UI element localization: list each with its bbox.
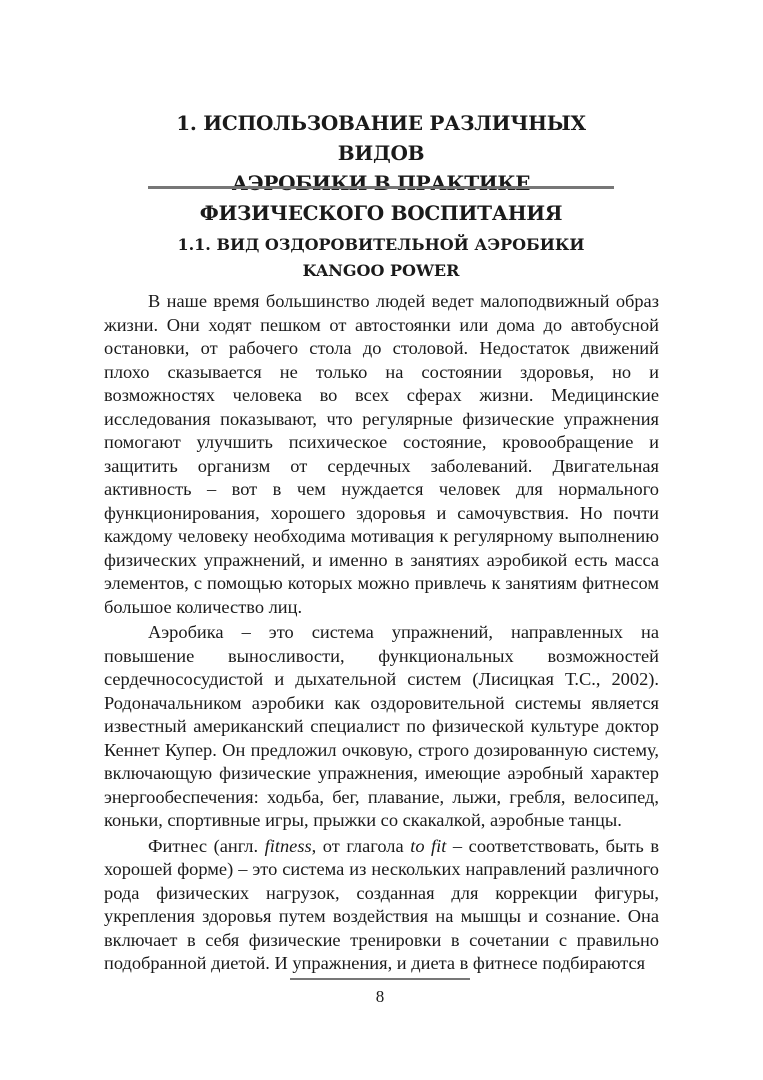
- fitness-rest-text: – соответствовать, быть в хорошей форме) – это система из нескольких направлений различного рода физических нагрузок, созданная для коррекции фигуры, укрепления здоровья путем воздействия на мышцы и сознание. Она включает в себя физические тренировки в сочетании с правильно подобранной диетой. И упражнения, и диета в фитнесе подбираются: [104, 835, 660, 973]
- section-title-line: KANGOO POWER: [302, 261, 460, 280]
- paragraph-fitness-definition: [104, 835, 659, 976]
- fitness-verb: to fit: [410, 835, 447, 856]
- section-title-line: 1.1. ВИД ОЗДОРОВИТЕЛЬНОЙ АЭРОБИКИ: [177, 235, 585, 254]
- chapter-title-underline: [148, 186, 614, 189]
- fitness-lead-text: Фитнес (англ.: [148, 835, 265, 856]
- paragraph-sedentary-lifestyle: В наше время большинство людей ведет малоподвижный образ жизни. Они ходят пешком от автостоянки или дома до автобусной остановки, от рабочего стола до столовой. Недостаток движений плохо сказывается не только на состоянии здоровья, но и возможностях человека во всех сферах жизни. Медицинские исследования показывают, что регулярные физические упражнения помогают улучшить психическое состояние, кровообращение и защитить организм от сердечных заболеваний. Двигательная активность – вот в чем нуждается человек для нормального функционирования, хорошего здоровья и самочувствия. Но почти каждому человеку необходима мотивация к регулярному выполнению физических упражнений, и именно в занятиях аэробикой есть масса элементов, с помощью которых можно привлечь к занятиям фитнесом большое количество лиц.: [104, 291, 659, 617]
- chapter-title-line: 1. ИСПОЛЬЗОВАНИЕ РАЗЛИЧНЫХ ВИДОВ: [176, 111, 586, 165]
- paragraph-aerobics-definition: Аэробика – это система упражнений, направленных на повышение выносливости, функциональных возможностей сердечнососудистой и дыхательной систем (Лисицкая Т.С., 2002). Родоначальником аэробики как оздоровительной системы является известный американский специалист по физической культуре доктор Кеннет Купер. Он предложил очковую, строго дозированную систему, включающую физические упражнения, имеющие аэробный характер энергообеспечения: ходьба, бег, плавание, лыжи, гребля, велосипед, коньки, спортивные игры, прыжки со скакалкой, аэробные танцы.: [104, 622, 659, 830]
- fitness-term: fitness: [264, 835, 312, 856]
- section-title: [148, 232, 614, 284]
- page-number: 8: [375, 987, 385, 1006]
- fitness-mid-text: , от глагола: [311, 835, 411, 856]
- chapter-title-line: ФИЗИЧЕСКОГО ВОСПИТАНИЯ: [199, 201, 563, 225]
- footer-rule: [290, 978, 470, 980]
- chapter-title: [148, 108, 614, 228]
- chapter-title-line: АЭРОБИКИ В ПРАКТИКЕ: [231, 171, 531, 195]
- body-text: [104, 290, 659, 976]
